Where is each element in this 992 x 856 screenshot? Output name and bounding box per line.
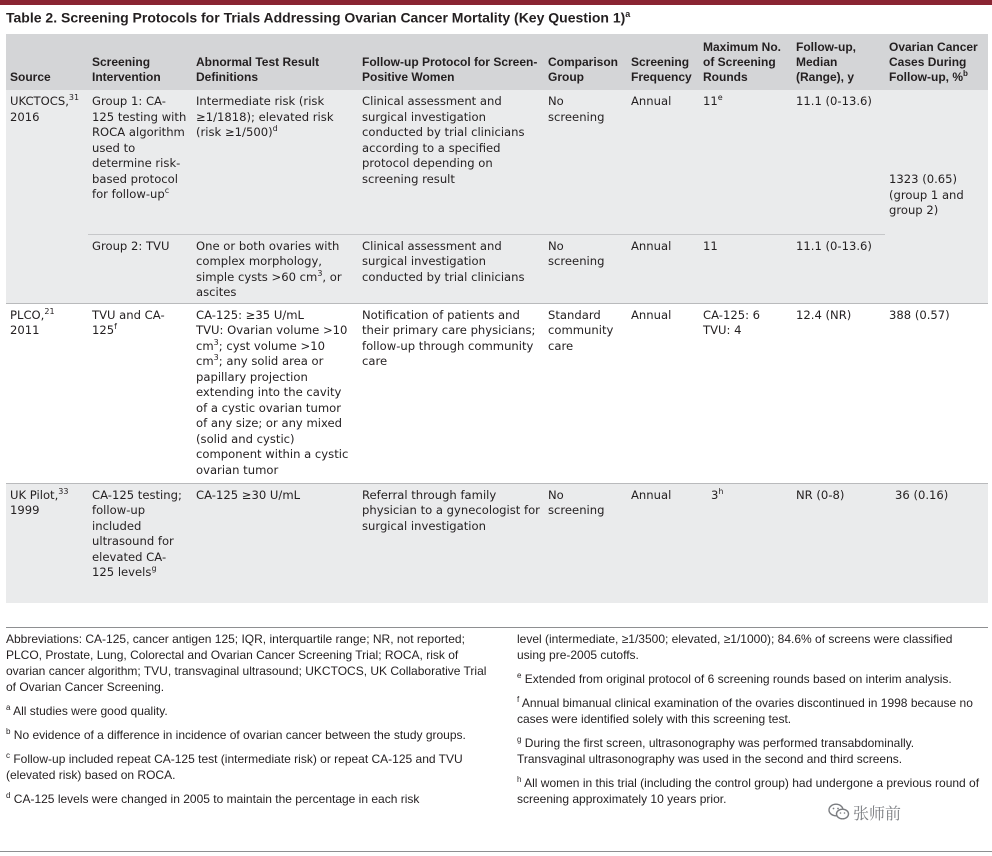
cell-followup: 11.1 (0-13.6) bbox=[792, 234, 885, 303]
cell-cases: 36 (0.16) bbox=[885, 483, 988, 603]
footnote-a: $^a$ All studies were good quality. bbox=[6, 703, 168, 718]
footnote-d-continued: level (intermediate, ≥1/3500; elevated, ≥1/1000); 84.6% of screens were classified using pre-2005 cutoffs. bbox=[517, 632, 953, 662]
header-abnormal: Abnormal Test Result Definitions bbox=[192, 34, 358, 90]
cell-comparison: No screening bbox=[544, 234, 627, 303]
cell-source-ukctocs: UKCTOCS,$^{31}$ 2016 bbox=[6, 90, 88, 303]
cell-source-plco: PLCO,$^{21}$ 2011 bbox=[6, 303, 88, 483]
cell-followup-protocol: Referral through family physician to a gynecologist for surgical investigation bbox=[358, 483, 544, 603]
cell-abnormal: CA-125 ≥30 U/mL bbox=[192, 483, 358, 603]
table-caption: Table 2. Screening Protocols for Trials Addressing Ovarian Cancer Mortality (Key Question 1)$^a$ bbox=[6, 9, 631, 26]
cell-source-ukpilot: UK Pilot,$^{33}$ 1999 bbox=[6, 483, 88, 603]
table-row-plco bbox=[6, 303, 988, 483]
cell-rounds: 11e bbox=[699, 90, 792, 234]
footnote-h: $^h$ All women in this trial (including the control group) had undergone a previous round of screening approximately 10 years prior. bbox=[517, 775, 980, 806]
cell-frequency: Annual bbox=[627, 483, 699, 603]
cell-intervention: Group 2: TVU bbox=[88, 234, 192, 303]
cell-comparison: No screening bbox=[544, 90, 627, 234]
table-row-ukpilot bbox=[6, 483, 988, 603]
cell-intervention: TVU and CA-125$^f$ bbox=[88, 303, 192, 483]
footnote-f: $^f$ Annual bimanual clinical examination of the ovaries discontinued in 1998 because no cases were identified solely with this screening test. bbox=[517, 695, 973, 726]
header-rounds: Maximum No. of Screening Rounds bbox=[699, 34, 792, 90]
cell-comparison: Standard community care bbox=[544, 303, 627, 483]
cell-abnormal: One or both ovaries with complex morphology, simple cysts >60 $cm^3$, or ascites bbox=[192, 234, 358, 303]
cell-followup: 12.4 (NR) bbox=[792, 303, 885, 483]
page-bottom-rule bbox=[0, 851, 992, 852]
footnote-c: $^c$ Follow-up included repeat CA-125 test (intermediate risk) or repeat CA-125 and TVU (elevated risk) based on ROCA. bbox=[6, 751, 463, 782]
watermark-text: 张师前 bbox=[853, 805, 902, 823]
footnote-e: $^e$ Extended from original protocol of 6 screening rounds based on interim analysis. bbox=[517, 671, 952, 686]
cell-rounds: 3$^h$ bbox=[699, 483, 792, 603]
header-followup-protocol: Follow-up Protocol for Screen-Positive Women bbox=[358, 34, 544, 90]
cell-intervention: CA-125 testing; follow-up included ultrasound for elevated CA-125 levels$^g$ bbox=[88, 483, 192, 603]
cell-cases-ukctocs: 1323 (0.65) (group 1 and group 2) bbox=[885, 90, 988, 303]
table-container bbox=[6, 34, 988, 627]
cell-cases: 388 (0.57) bbox=[885, 303, 988, 483]
cell-rounds: CA-125: 6 TVU: 4 bbox=[699, 303, 792, 483]
header-row bbox=[6, 34, 988, 90]
top-accent-rule bbox=[0, 0, 992, 5]
cell-frequency: Annual bbox=[627, 303, 699, 483]
footnote-g: $^g$ During the first screen, ultrasonography was performed transabdominally. Transvaginal ultrasonography was used in the second and third screens. bbox=[517, 735, 915, 766]
cell-abnormal: Intermediate risk (risk ≥1/1818); elevated risk (risk ≥1/500)$^d$ bbox=[192, 90, 358, 234]
cell-followup-protocol: Clinical assessment and surgical investigation conducted by trial clinicians bbox=[358, 234, 544, 303]
footnote-b: $^b$ No evidence of a difference in incidence of ovarian cancer between the study groups. bbox=[6, 727, 466, 742]
footnote-d: $^d$ CA-125 levels were changed in 2005 to maintain the percentage in each risk bbox=[6, 791, 420, 806]
header-followup: Follow-up, Median (Range), y bbox=[792, 34, 885, 90]
footnote-abbreviations: Abbreviations: CA-125, cancer antigen 125; IQR, interquartile range; NR, not reported; PLCO, Prostate, Lung, Colorectal and Ovarian Cancer Screening Trial; ROCA, risk of ovarian cancer algorithm; TVU, transvaginal ultrasound; UKCTOCS, UK Collaborative Trial of Ovarian Cancer Screening. bbox=[6, 632, 487, 694]
cell-intervention: Group 1: CA-125 testing with ROCA algorithm used to determine risk-based protocol for follow-$up^c$ bbox=[88, 90, 192, 234]
cell-followup: 11.1 (0-13.6) bbox=[792, 90, 885, 234]
table-row-ukctocs-group1 bbox=[6, 90, 988, 234]
header-comparison: Comparison Group bbox=[544, 34, 627, 90]
cell-rounds: 11 bbox=[699, 234, 792, 303]
cell-followup-protocol: Notification of patients and their primary care physicians; follow-up through community care bbox=[358, 303, 544, 483]
screening-protocols-table bbox=[6, 34, 988, 603]
footnotes-right-column bbox=[517, 631, 982, 812]
header-frequency: Screening Frequency bbox=[627, 34, 699, 90]
header-intervention: Screening Intervention bbox=[88, 34, 192, 90]
table-row-ukctocs-group2 bbox=[6, 234, 988, 303]
cell-frequency: Annual bbox=[627, 90, 699, 234]
table-bottom-rule bbox=[6, 627, 988, 628]
cell-abnormal: CA-125: ≥35 U/mL TVU: Ovarian volume >10 $cm^3$; cyst volume >10 $cm^3$; any solid area or papillary projection extending into the cavity of a cystic ovarian tumor of any size; or any mixed (solid and cystic) component within a cystic ovarian tumor bbox=[192, 303, 358, 483]
cell-followup-protocol: Clinical assessment and surgical investigation conducted by trial clinicians according to a specified protocol depending on screening result bbox=[358, 90, 544, 234]
header-cases: Ovarian Cancer Cases During Follow-up, %$^b$ bbox=[885, 34, 988, 90]
wechat-watermark bbox=[826, 800, 905, 824]
cell-frequency: Annual bbox=[627, 234, 699, 303]
header-source: Source bbox=[6, 34, 88, 90]
wechat-icon bbox=[828, 803, 850, 821]
cell-followup: NR (0-8) bbox=[792, 483, 885, 603]
cell-comparison: No screening bbox=[544, 483, 627, 603]
footnotes-left-column bbox=[6, 631, 496, 812]
